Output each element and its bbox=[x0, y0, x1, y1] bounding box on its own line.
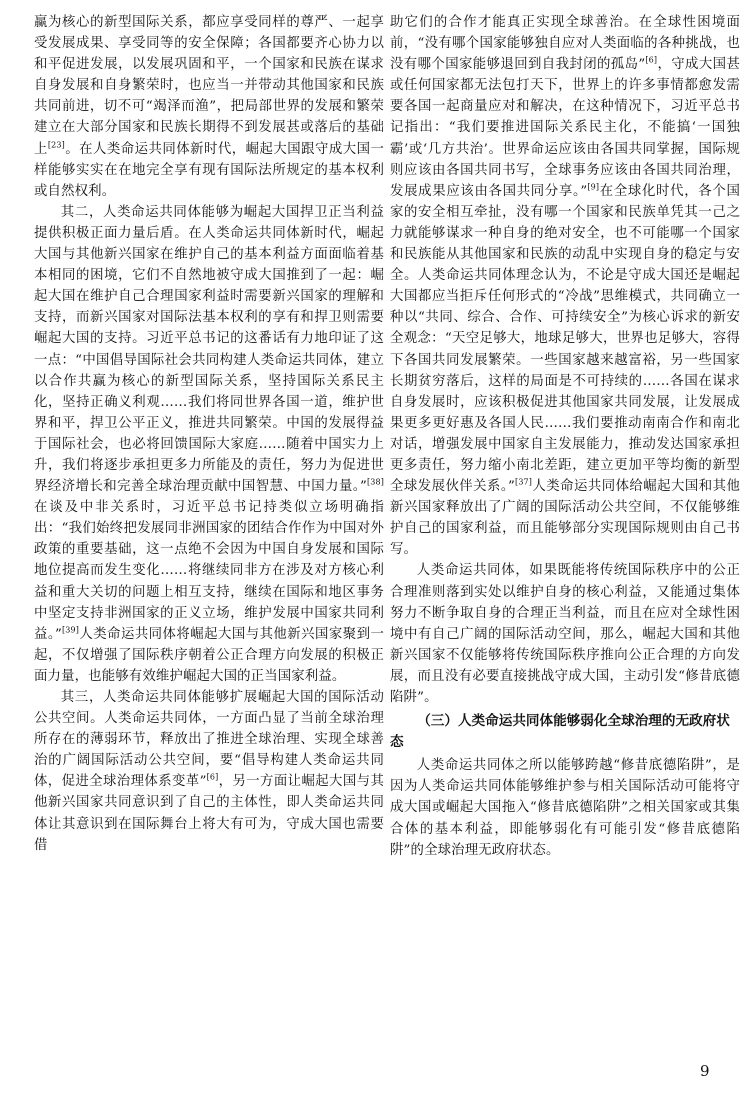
paragraph-continued bbox=[34, 12, 384, 202]
right-column bbox=[390, 12, 740, 861]
text-run: 人类命运共同体给崛起大国和其他新兴国家释放出了广阔的国际活动公共空间，不仅能够维护自己的国家利益，而且能够部分实现国际规则由自己书写。 bbox=[390, 479, 740, 558]
text-run: 在全球化时代，各个国家的安全相互牵扯，没有哪一个国家和民族单凭其一己之力就能够谋求一种自身的绝对安全，也不可能哪一个国家和民族能从其他国家和民族的动乱中实现自身的稳定与安全。人类命运共同体理念认为，不论是守成大国还是崛起大国都应当拒斥任何形式的“冷战”思维模式，共同确立一种以“共同、综合、合作、可持续安全”为核心诉求的新安全观念：“天空足够大，地球足够大，世界也足够大，容得下各国共同发展繁荣。一些国家越来越富裕，另一些国家长期贫穷落后，这样的局面是不可持续的……各国在谋求自身发展时，应该积极促进其他国家共同发展，让发展成果更多更好惠及各国人民……我们要推动南南合作和南北对话，增强发展中国家自主发展能力，推动发达国家承担更多责任，努力缩小南北差距，建立更加平等均衡的新型全球发展伙伴关系。” bbox=[390, 183, 740, 495]
text-run: 人类命运共同体，如果既能将传统国际秩序中的公正合理准则落到实处以维护自身的核心利益，又能通过集体努力不断争取自身的合理正当利益，而且在应对全球性困境中有自己广阔的国际活动空间，那么，崛起大国和其他新兴国家不仅能够将传统国际秩序推向公正合理的方向发展，而且没有必要直接挑战守成大国，主动引发“修昔底德陷阱”。 bbox=[390, 563, 740, 705]
text-run: 赢为核心的新型国际关系，都应享受同样的尊严、一起享受发展成果、享受同等的安全保障；各国都要齐心协力以和平促进发展，以发展巩固和平，一个国家和民族在谋求自身发展和自身繁荣时，也应当一并带动其他国家和民族共同前进，切不可“竭泽而渔”，把局部世界的发展和繁荣建立在大部分国家和民族长期得不到发展甚或落后的基础上 bbox=[34, 15, 384, 157]
citation-marker: [38] bbox=[366, 477, 384, 487]
text-run: 其三，人类命运共同体能够扩展崛起大国的国际活动公共空间。人类命运共同体，一方面凸显了当前全球治理所存在的薄弱环节，释放出了推进全球治理、实现全球善治的广阔国际活动公共空间，要“倡导构建人类命运共同体，促进全球治理体系变革” bbox=[34, 690, 384, 790]
paragraph-continued bbox=[390, 12, 740, 560]
citation-marker: [6] bbox=[206, 772, 219, 782]
citation-marker: [23] bbox=[47, 140, 65, 150]
citation-marker: [9] bbox=[587, 182, 600, 192]
left-column bbox=[34, 12, 384, 856]
paragraph bbox=[34, 202, 384, 687]
section-heading: （三）人类命运共同体能够弱化全球治理的无政府状态 bbox=[390, 713, 730, 751]
text-run: 助它们的合作才能真正实现全球善治。在全球性困境面前，“没有哪个国家能够独自应对人类面临的各种挑战，也没有哪个国家能够退回到自我封闭的孤岛” bbox=[390, 15, 740, 73]
text-run: ，另一方面让崛起大国与其他新兴国家共同意识到了自己的主体性，即人类命运共同体让其意识到在国际舞台上将大有可为，守成大国也需要借 bbox=[34, 774, 384, 853]
text-run: ，守成大国甚或任何国家都无法包打天下，世界上的许多事情都愈发需要各国一起商量应对和解决，在这种情况下，习近平总书记指出：“我们要推进国际关系民主化，不能搞‘一国独霸’或‘几方共治’。世界命运应该由各国共同掌握，国际规则应该由各国共同书写，全球事务应该由各国共同治理，发展成果应该由各国共同分享。” bbox=[390, 57, 740, 199]
citation-marker: [39] bbox=[62, 625, 80, 635]
text-run: 人类命运共同体之所以能够跨越“修昔底德陷阱”，是因为人类命运共同体能够维护参与相关国际活动可能将守成大国或崛起大国拖入“修昔底德陷阱”之相关国家或其集合体的基本利益，即能够弱化有可能引发“修昔底德陷阱”的全球治理无政府状态。 bbox=[390, 758, 740, 858]
page-number: 9 bbox=[700, 1062, 710, 1080]
citation-marker: [6] bbox=[645, 55, 658, 65]
text-run: 其二，人类命运共同体能够为崛起大国捍卫正当利益提供积极正面力量后盾。在人类命运共同体新时代，崛起大国与其他新兴国家在维护自己的基本利益方面面临着基本相同的困境，它们不自然地被守成大国推到了一起：崛起大国在维护自己合理国家利益时需要新兴国家的理解和支持，而新兴国家对国际法基本权利的享有和捍卫则需要崛起大国的支持。习近平总书记的这番话有力地印证了这一点：“中国倡导国际社会共同构建人类命运共同体，建立以合作共赢为核心的新型国际关系，坚持国际关系民主化，坚持正确义利观……我们将同世界各国一道，维护世界和平，捍卫公平正义，推进共同繁荣。中国的发展得益于国际社会，也必将回馈国际大家庭……随着中国实力上升，我们将逐步承担更多力所能及的责任，努力为促进世界经济增长和完善全球治理贡献中国智慧、中国力量。” bbox=[34, 204, 384, 495]
paragraph bbox=[34, 687, 384, 856]
paragraph bbox=[390, 755, 740, 860]
text-run: 在谈及中非关系时，习近平总书记持类似立场明确指出：“我们始终把发展同非洲国家的团结合作作为中国对外政策的重要基础，这一点绝不会因为中国自身发展和国际地位提高而发生变化……将继续同非方在涉及对方核心利益和重大关切的问题上相互支持，继续在国际和地区事务中坚定支持非洲国家的正义立场，维护发展中国家共同利益。” bbox=[34, 500, 384, 642]
text-run: 人类命运共同体将崛起大国与其他新兴国家聚到一起，不仅增强了国际秩序朝着公正合理方向发展的积极正面力量，也能够有效维护崛起大国的正当国家利益。 bbox=[34, 626, 384, 684]
text-run: 。在人类命运共同体新时代，崛起大国跟守成大国一样能够实实在在地完全享有现有国际法所规定的基本权利或自然权利。 bbox=[34, 141, 384, 199]
citation-marker: [37] bbox=[515, 477, 533, 487]
paragraph bbox=[390, 560, 740, 708]
